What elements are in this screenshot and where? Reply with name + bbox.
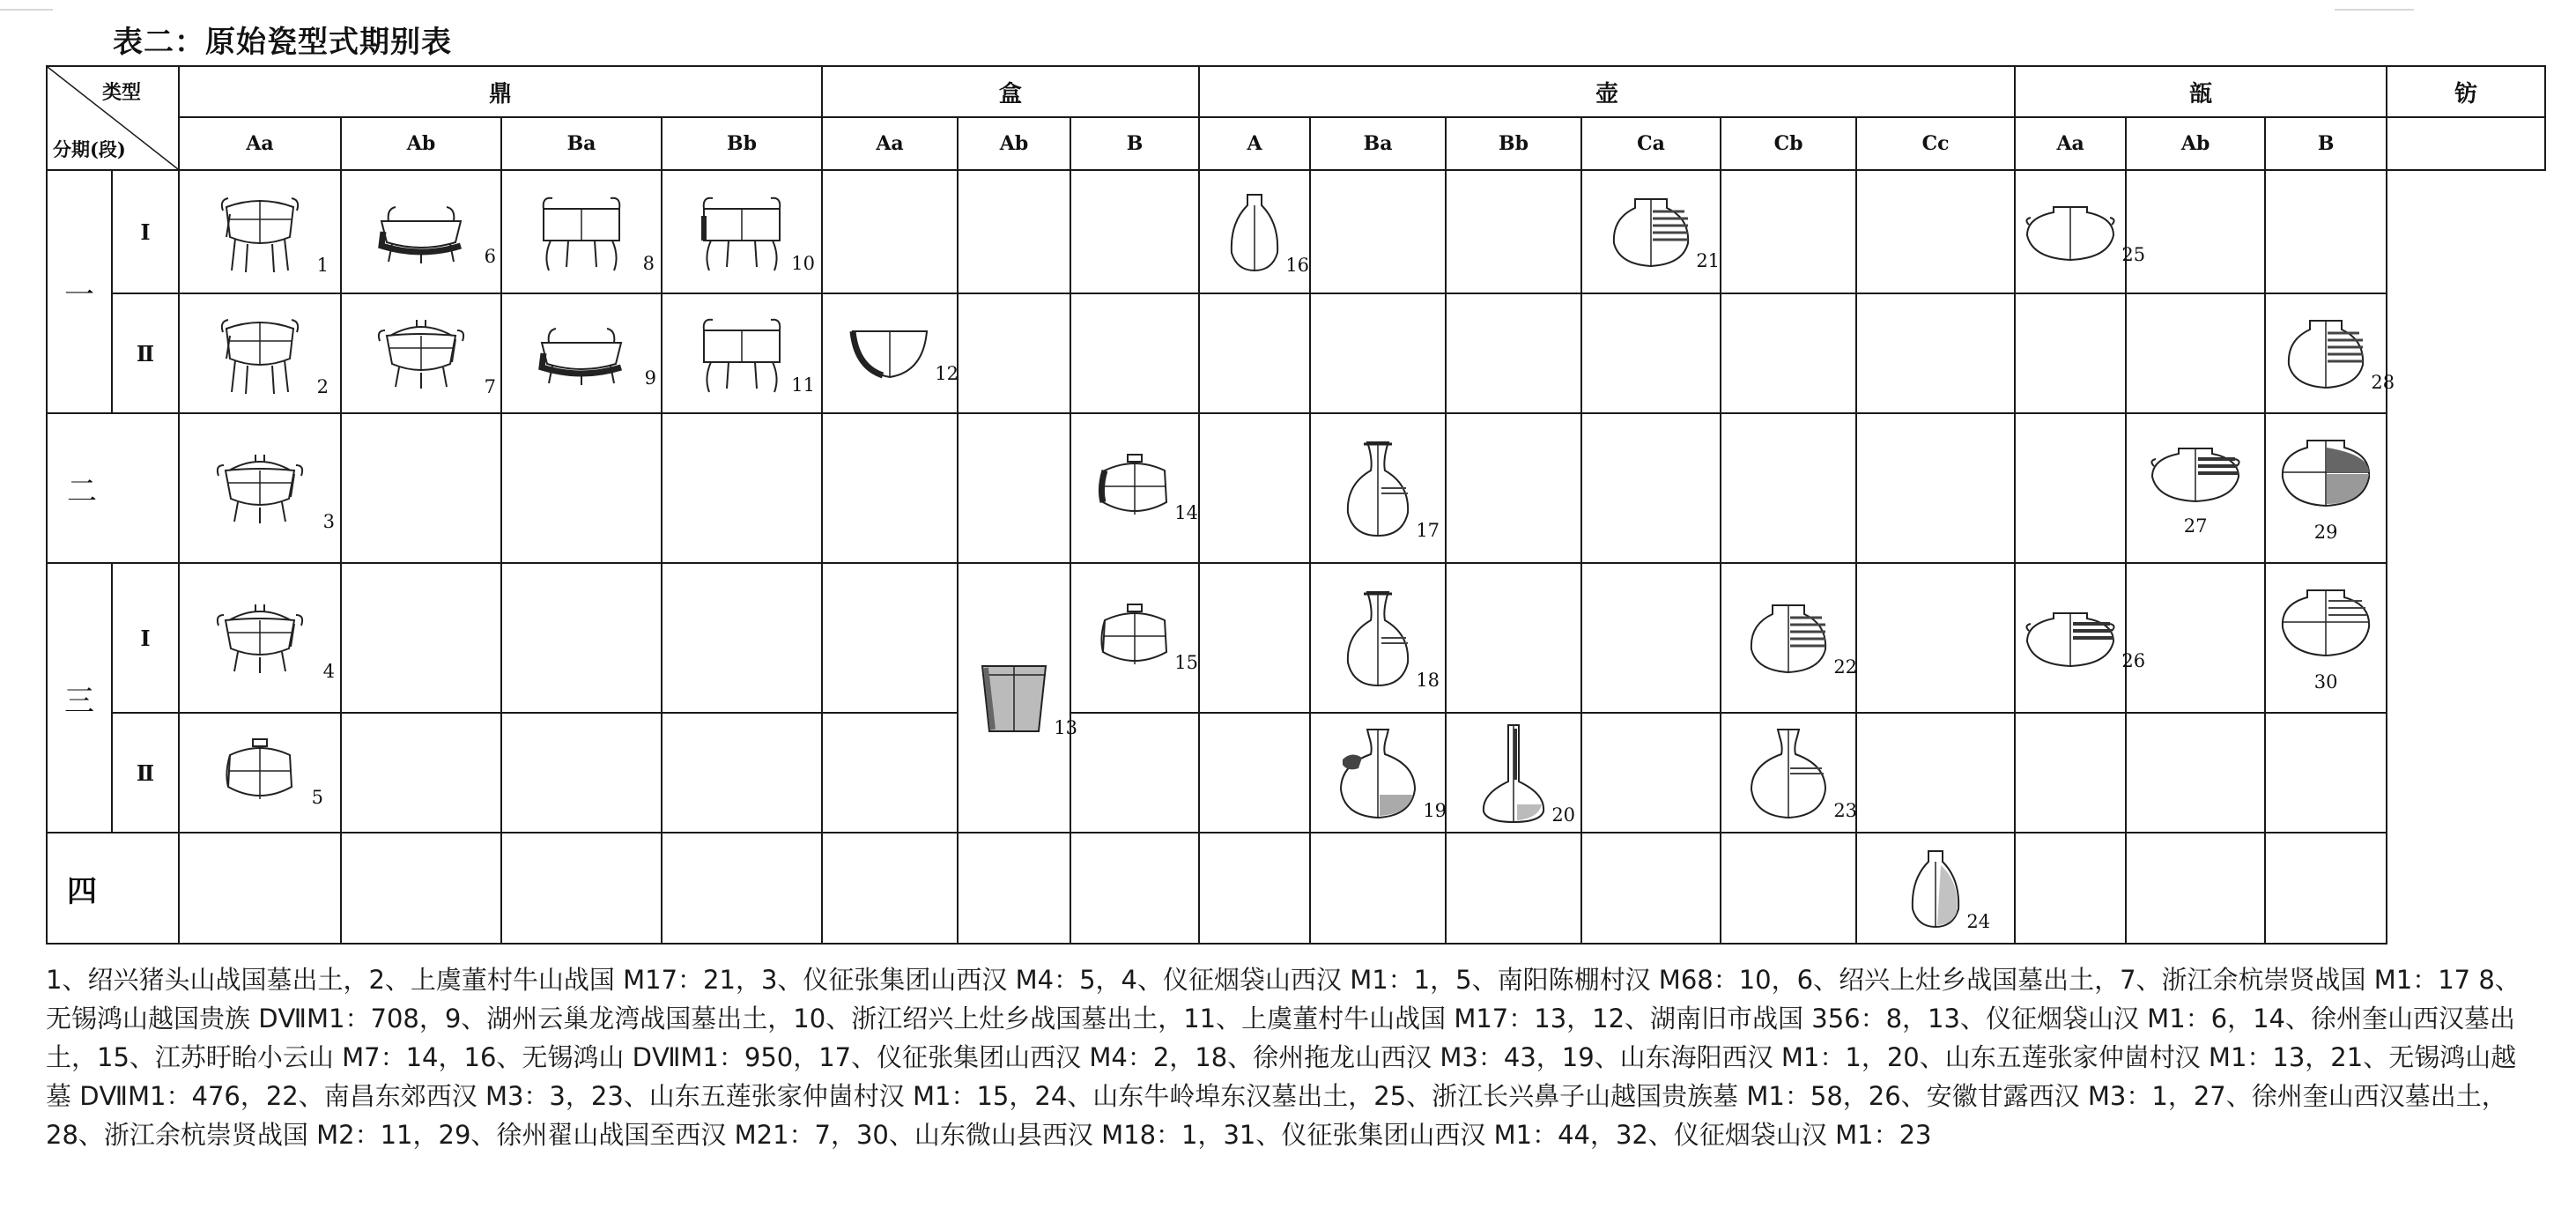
data-cell [501, 170, 662, 293]
data-cell [662, 713, 822, 833]
period-type-table [46, 65, 2546, 945]
figure-number: 12 [935, 363, 959, 384]
vessel-figure [695, 311, 815, 396]
vessel-figure [2147, 440, 2244, 537]
figure-cell-content [502, 318, 661, 389]
figure-cell-content [1071, 453, 1198, 523]
figure-cell-content [1311, 724, 1445, 821]
subtype-header: B [2265, 117, 2387, 170]
data-cell [1721, 833, 1856, 944]
data-cell [822, 713, 958, 833]
vessel-drawing-hu [1343, 585, 1413, 691]
vessel-drawing-pot-small [1907, 844, 1964, 932]
data-cell [2015, 170, 2146, 293]
figure-number: 5 [311, 787, 323, 808]
vessel-drawing-box-round [223, 737, 297, 808]
data-cell [1070, 293, 1199, 413]
data-cell [2265, 563, 2387, 713]
figure-number: 16 [1285, 255, 1310, 276]
figure-cell-content [180, 309, 340, 397]
data-cell [501, 413, 662, 563]
stage-label: Ⅰ [112, 563, 179, 713]
data-cell [1856, 293, 2015, 413]
vessel-figure [1609, 192, 1721, 271]
stage-row [47, 170, 2545, 293]
figure-cell-content [342, 309, 500, 397]
period-label [47, 833, 179, 944]
figure-cell-content [663, 189, 821, 274]
subtype-header: Aa [179, 117, 341, 170]
data-cell [1310, 170, 1446, 293]
data-cell [2265, 293, 2395, 413]
vessel-figure [1343, 585, 1440, 691]
data-cell [2126, 293, 2265, 413]
vessel-figure [1907, 844, 1991, 932]
vessel-figure [695, 189, 815, 274]
data-cell [2015, 833, 2126, 944]
vessel-figure [1098, 453, 1199, 523]
data-cell [1199, 713, 1310, 833]
period-text: 一 [64, 277, 94, 313]
data-cell [179, 833, 341, 944]
subtype-header: Ba [1310, 117, 1446, 170]
data-cell [1446, 413, 1581, 563]
period-text: 三 [64, 683, 94, 719]
vessel-figure [1746, 598, 1858, 678]
data-cell [1070, 170, 1199, 293]
figure-cell-content [2266, 314, 2395, 393]
figure-cell-content [502, 189, 661, 274]
data-cell [1581, 833, 1721, 944]
figure-cell-content [1447, 720, 1580, 826]
vessel-figure [848, 322, 959, 384]
data-cell [662, 563, 822, 713]
vessel-figure [1343, 435, 1440, 541]
vessel-drawing-bucket [977, 657, 1051, 738]
figure-caption: 1、绍兴猪头山战国墓出土，2、上虞董村牛山战国 M17：21，3、仪征张集团山西汉 M4：5，4、仪征烟袋山西汉 M1：1，5、南阳陈棚村汉 M68：10，6、绍兴上灶乡战国墓出土，7、浙江余杭崇贤战国 M1：17 8、无锡鸿山越国贵族 DⅦM1：708，9、湖州云巢龙湾战国墓出土，10、浙江绍兴上灶乡战国墓出土，11、上虞董村牛山战国 M17：13，12、湖南旧市战国 356：8，13、仪征烟袋山汉 M1：6，14、徐州奎山西汉墓出土，15、江苏盱眙小云山 M7：14，16、无锡鸿山 DⅦM1：950，17、仪征张集团山西汉 M4：2，18、徐州拖龙山西汉 M3：43，19、山东海阳西汉 M1：1，20、山东五莲张家仲崮村汉 M1：13，21、无锡鸿山越墓 DⅦM1：476，22、南昌东郊西汉 M3：3，23、山东五莲张家仲崮村汉 M1：15，24、山东牛岭埠东汉墓出土，25、浙江长兴鼻子山越国贵族墓 M1：58，26、安徽甘露西汉 M3：1，27、徐州奎山西汉墓出土，28、浙江余杭崇贤战国 M2：11，29、徐州翟山战国至西汉 M21：7，30、山东微山县西汉 M18：1，31、仪征张集团山西汉 M1：44，32、仪征烟袋山汉 M1：23 [46, 965, 2520, 1150]
data-cell [1856, 833, 2015, 944]
data-cell [341, 833, 501, 944]
vessel-drawing-jar-striped [1609, 192, 1693, 271]
figure-cell-content [180, 737, 340, 808]
data-cell [1310, 293, 1446, 413]
data-cell [1581, 713, 1721, 833]
table-title: 表二：原始瓷型式期别表 [113, 25, 452, 60]
data-cell [2265, 170, 2387, 293]
type-header: 钫 [2387, 66, 2545, 117]
subtype-header: Aa [2015, 117, 2126, 170]
data-cell [1070, 563, 1199, 713]
data-cell [1199, 293, 1310, 413]
figure-number: 25 [2121, 244, 2146, 265]
type-header: 壶 [1199, 66, 2015, 117]
data-cell [341, 413, 501, 563]
data-cell [1581, 563, 1721, 713]
data-cell [1581, 293, 1721, 413]
vessel-drawing-bu-quad [2277, 583, 2374, 663]
vessel-drawing-jar-striped [1746, 598, 1831, 678]
figure-number: 15 [1174, 652, 1199, 673]
vessel-figure [1226, 188, 1310, 276]
figure-number: 27 [2183, 515, 2208, 537]
data-cell [958, 293, 1070, 413]
data-cell [1856, 713, 2015, 833]
data-cell [1446, 713, 1581, 833]
vessel-drawing-ding-lid [211, 594, 308, 682]
vessel-figure [1336, 724, 1447, 821]
corner-period-label: 分期(段) [53, 138, 126, 160]
figure-number: 26 [2121, 650, 2146, 671]
vessel-drawing-pot-small [1226, 188, 1283, 276]
data-cell [1310, 413, 1446, 563]
stage-label: Ⅱ [112, 293, 179, 413]
figure-number: 2 [316, 376, 329, 397]
vessel-drawing-bottle [1478, 720, 1549, 826]
subtype-header: Ba [501, 117, 662, 170]
subtype-header: Bb [1446, 117, 1581, 170]
figure-cell-content [663, 311, 821, 396]
data-cell [958, 413, 1070, 563]
data-cell [662, 833, 822, 944]
figure-cell-content [1071, 603, 1198, 673]
figure-cell-content [1721, 598, 1858, 678]
data-cell [958, 170, 1070, 293]
figure-number: 23 [1833, 800, 1858, 821]
stage-row [47, 413, 2545, 563]
figure-cell-content [2016, 198, 2146, 265]
stage-label: Ⅰ [112, 170, 179, 293]
data-cell [1070, 833, 1199, 944]
vessel-figure [218, 188, 329, 276]
data-cell [1199, 170, 1310, 293]
data-cell [341, 170, 501, 293]
data-cell [501, 833, 662, 944]
data-cell [958, 563, 1078, 833]
top-rule-left [0, 9, 53, 11]
figure-number: 8 [642, 253, 655, 274]
vessel-figure [1478, 720, 1576, 826]
vessel-figure [211, 444, 335, 532]
vessel-drawing-hu-wide [1746, 724, 1831, 821]
data-cell [2015, 293, 2126, 413]
vessel-figure [1746, 724, 1858, 821]
corner-type-label: 类型 [101, 81, 141, 104]
figure-cell-content [1582, 192, 1720, 271]
period-label [47, 413, 179, 563]
data-cell [822, 413, 958, 563]
subtype-header: Bb [662, 117, 822, 170]
vessel-figure [223, 737, 323, 808]
figure-number: 22 [1833, 656, 1858, 678]
figure-cell-content [1857, 844, 2014, 932]
data-cell [2265, 833, 2387, 944]
data-cell [822, 293, 958, 413]
figure-number: 17 [1416, 520, 1440, 541]
stage-label: Ⅱ [112, 713, 179, 833]
data-cell [1856, 413, 2015, 563]
subtype-header: Ab [958, 117, 1070, 170]
figure-cell-content [2127, 440, 2264, 537]
vessel-drawing-jar-striped [2284, 314, 2368, 393]
grid [46, 65, 2546, 945]
subtype-header: Aa [822, 117, 958, 170]
data-cell [1446, 563, 1581, 713]
figure-cell-content [2266, 583, 2386, 693]
period-text: 四 [67, 873, 97, 909]
data-cell [341, 563, 501, 713]
data-cell [2015, 413, 2126, 563]
vessel-figure [2022, 198, 2146, 265]
subtype-header: Ab [341, 117, 501, 170]
vessel-drawing-ding-box [695, 311, 788, 396]
vessel-figure [211, 594, 335, 682]
figure-number: 18 [1416, 670, 1440, 691]
data-cell [822, 833, 958, 944]
data-cell [662, 413, 822, 563]
figure-number: 28 [2371, 372, 2395, 393]
vessel-drawing-bu [2022, 198, 2119, 265]
stage-row [47, 713, 2545, 833]
data-cell [2015, 713, 2126, 833]
data-cell [179, 413, 341, 563]
data-cell [341, 713, 501, 833]
figure-number: 10 [791, 253, 815, 274]
vessel-drawing-ding-low [533, 318, 630, 389]
period-label [47, 170, 112, 413]
data-cell [2126, 713, 2265, 833]
data-cell [1721, 293, 1856, 413]
data-cell [2126, 170, 2265, 293]
figure-number: 21 [1696, 250, 1721, 271]
subtype-header: Ca [1581, 117, 1721, 170]
figure-number: 29 [2313, 522, 2338, 543]
corner-cell [47, 66, 179, 170]
data-cell [501, 713, 662, 833]
data-cell [662, 170, 822, 293]
subtype-header: Ab [2126, 117, 2265, 170]
subtype-header: A [1199, 117, 1310, 170]
vessel-drawing-hu [1343, 435, 1413, 541]
vessel-drawing-ding-lid [211, 444, 308, 532]
vessel-figure [977, 657, 1078, 738]
vessel-drawing-ding-box [695, 189, 788, 274]
vessel-drawing-bowl [848, 322, 932, 384]
data-cell [2265, 713, 2387, 833]
figure-cell-content [1311, 585, 1445, 691]
data-cell [1070, 713, 1199, 833]
figure-cell-content [2266, 433, 2386, 543]
vessel-drawing-ding [218, 188, 302, 276]
subtype-header: Cb [1721, 117, 1856, 170]
data-cell [2126, 413, 2265, 563]
vessel-figure [2022, 604, 2146, 671]
stage-row [47, 293, 2545, 413]
figure-number: 14 [1174, 502, 1199, 523]
data-cell [822, 170, 958, 293]
data-cell [662, 293, 822, 413]
stage-row [47, 563, 2545, 713]
figure-cell-content [1721, 724, 1858, 821]
figure-number: 7 [484, 376, 496, 397]
type-header: 盒 [822, 66, 1199, 117]
vessel-drawing-box-round [1098, 453, 1172, 523]
vessel-figure [2284, 314, 2395, 393]
data-cell [2015, 563, 2146, 713]
data-cell [958, 833, 1070, 944]
vessel-drawing-ding-lid [373, 309, 470, 397]
data-cell [1310, 563, 1446, 713]
figure-cell-content [180, 188, 340, 276]
vessel-drawing-ding-box [535, 189, 628, 274]
figure-cell-content [823, 322, 957, 384]
data-cell [179, 293, 341, 413]
vessel-figure [2277, 433, 2374, 543]
vessel-figure [1098, 603, 1199, 673]
figure-number: 19 [1423, 800, 1447, 821]
vessel-figure [218, 309, 329, 397]
data-cell [1446, 833, 1581, 944]
top-rule-right [2335, 9, 2414, 11]
data-cell [1721, 713, 1856, 833]
data-cell [179, 713, 341, 833]
figure-cell-content [342, 196, 500, 267]
vessel-drawing-bu [2147, 440, 2244, 507]
type-header: 鼎 [179, 66, 822, 117]
data-cell [1581, 413, 1721, 563]
data-cell [1446, 293, 1581, 413]
vessel-drawing-box-round [1098, 603, 1172, 673]
period-label [47, 563, 112, 833]
vessel-figure [373, 309, 496, 397]
data-cell [1199, 833, 1310, 944]
data-cell [179, 563, 341, 713]
vessel-drawing-ding [218, 309, 302, 397]
data-cell [179, 170, 341, 293]
figure-number: 1 [316, 255, 329, 276]
data-cell [1856, 170, 2015, 293]
vessel-figure [535, 189, 655, 274]
data-cell [822, 563, 958, 713]
data-cell [501, 293, 662, 413]
stage-row [47, 833, 2545, 944]
subtype-header [2387, 117, 2545, 170]
period-text: 二 [67, 473, 97, 509]
type-header: 瓿 [2015, 66, 2387, 117]
data-cell [2126, 833, 2265, 944]
figure-number: 24 [1966, 911, 1991, 932]
data-cell [1446, 170, 1581, 293]
vessel-drawing-bu-quad [2277, 433, 2374, 513]
header-row-subtypes [47, 117, 2545, 170]
data-cell [1310, 713, 1446, 833]
vessel-drawing-hu-wide [1336, 724, 1420, 821]
data-cell [2126, 563, 2265, 713]
header-row-types [47, 66, 2545, 117]
vessel-figure [2277, 583, 2374, 693]
data-cell [1310, 833, 1446, 944]
vessel-figure [373, 196, 496, 267]
vessel-figure [533, 318, 656, 389]
figure-number: 9 [644, 367, 656, 389]
figure-number: 3 [322, 511, 335, 532]
figure-cell-content [180, 444, 340, 532]
data-cell [1199, 413, 1310, 563]
data-cell [1070, 413, 1199, 563]
data-cell [2265, 413, 2387, 563]
data-cell [1199, 563, 1310, 713]
data-cell [1581, 170, 1721, 293]
figure-number: 30 [2313, 671, 2338, 693]
figure-cell-content [180, 594, 340, 682]
figure-cell-content [959, 657, 1078, 738]
data-cell [1856, 563, 2015, 713]
figure-cell-content [1200, 188, 1309, 276]
figure-cell-content [1311, 435, 1445, 541]
subtype-header: B [1070, 117, 1199, 170]
data-cell [1721, 170, 1856, 293]
figure-number: 11 [791, 374, 815, 396]
figure-number: 20 [1551, 804, 1576, 826]
figure-cell-content [2016, 604, 2146, 671]
subtype-header: Cc [1856, 117, 2015, 170]
data-cell [1721, 563, 1856, 713]
data-cell [341, 293, 501, 413]
vessel-drawing-ding-low [373, 196, 470, 267]
vessel-drawing-bu [2022, 604, 2119, 671]
data-cell [501, 563, 662, 713]
figure-number: 6 [484, 246, 496, 267]
figure-number: 4 [322, 661, 335, 682]
figure-number: 13 [1054, 717, 1078, 738]
data-cell [1721, 413, 1856, 563]
